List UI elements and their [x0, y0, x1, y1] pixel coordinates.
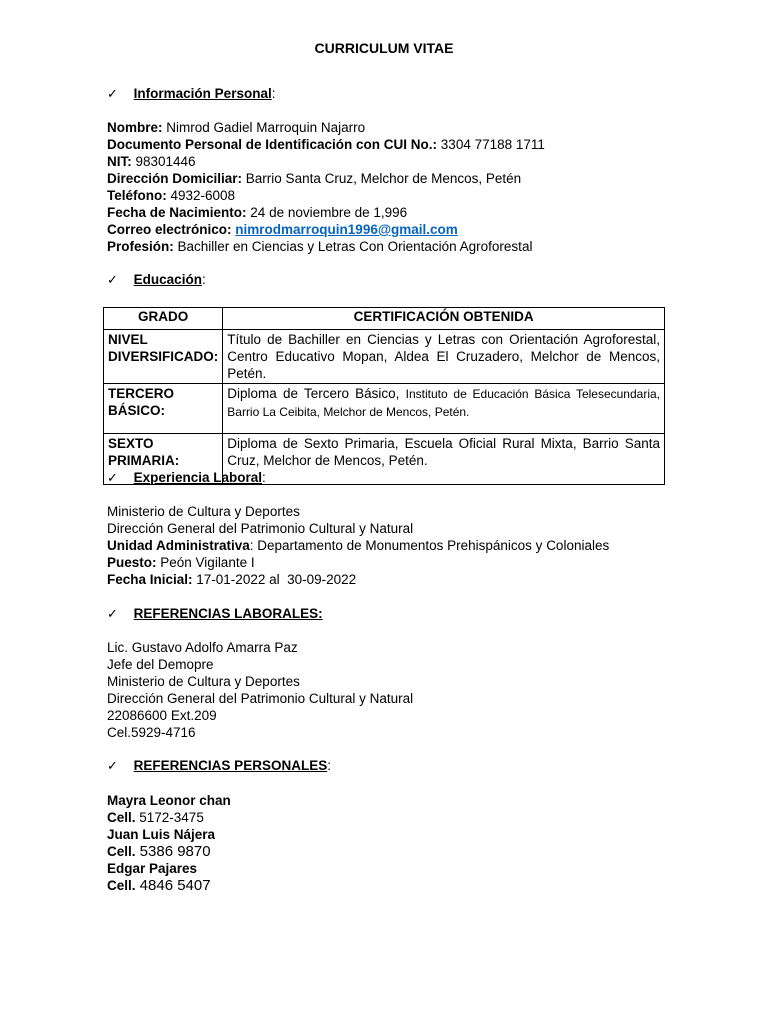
colon: : [201, 272, 206, 287]
section-education [107, 271, 206, 288]
check-icon: ✓ [107, 606, 118, 621]
ref-name-text: Mayra Leonor chan [107, 793, 231, 808]
certification-cell [223, 434, 665, 485]
cui-line [107, 136, 707, 153]
start-line [107, 571, 707, 588]
colon: : [271, 86, 276, 101]
certification-text: Diploma de Sexto Primaria, Escuela Oficial Rural Mixta, Barrio Santa Cruz, Melchor de Mencos, Petén. [227, 436, 660, 468]
certification-cell [223, 330, 665, 384]
address-line [107, 170, 707, 187]
unit-label: Unidad Administrativa [107, 538, 250, 553]
grade-cell: NIVEL DIVERSIFICADO: [104, 330, 223, 384]
phone-value: 4932-6008 [166, 188, 236, 203]
section-heading-education: Educación [133, 272, 202, 287]
post-line [107, 554, 707, 571]
ref-name-text: Juan Luis Nájera [107, 827, 216, 842]
list-item: Dirección General del Patrimonio Cultural y Natural [107, 691, 414, 706]
document-title: CURRICULUM VITAE [314, 40, 454, 56]
profession-label: Profesión: [107, 239, 174, 254]
table-row [104, 384, 665, 434]
section-work-refs [107, 605, 323, 622]
cell-value: 5386 9870 [135, 843, 211, 860]
ref-name [107, 860, 707, 877]
email-line [107, 221, 707, 238]
birth-label: Fecha de Nacimiento: [107, 205, 247, 220]
post-value: Peón Vigilante I [156, 555, 255, 570]
address-value: Barrio Santa Cruz, Melchor de Mencos, Petén [242, 171, 522, 186]
list-item: Jefe del Demopre [107, 657, 214, 672]
table-header-row [104, 308, 665, 330]
ref-cell [107, 809, 707, 826]
personal-info [107, 119, 707, 255]
birth-line [107, 204, 707, 221]
section-heading-personal-refs: REFERENCIAS PERSONALES [133, 758, 328, 773]
section-heading-experience: Experiencia Laboral [133, 470, 262, 485]
check-icon: ✓ [107, 758, 118, 773]
profession-value: Bachiller en Ciencias y Letras Con Orientación Agroforestal [173, 239, 533, 254]
name-line [107, 119, 707, 136]
work-refs-list [107, 639, 707, 741]
column-header-certification: CERTIFICACIÓN OBTENIDA [223, 308, 665, 330]
column-header-grade: GRADO [104, 308, 223, 330]
ref-cell [107, 877, 707, 894]
nit-line [107, 153, 707, 170]
ref-name-text: Edgar Pajares [107, 861, 198, 876]
table-row [104, 330, 665, 384]
list-item: Ministerio de Cultura y Deportes [107, 674, 300, 689]
list-item: Cel.5929-4716 [107, 725, 196, 740]
grade-cell: TERCERO BÁSICO: [104, 384, 223, 434]
check-icon: ✓ [107, 470, 118, 485]
cell-value: 5172-3475 [135, 810, 204, 825]
experience-info [107, 503, 707, 588]
list-item: Lic. Gustavo Adolfo Amarra Paz [107, 640, 298, 655]
colon: : [261, 470, 266, 485]
certification-cell [223, 384, 665, 434]
unit-line [107, 537, 707, 554]
cui-value: 3304 77188 1711 [437, 137, 545, 152]
section-personal [107, 85, 275, 102]
name-label: Nombre: [107, 120, 163, 135]
nit-value: 98301446 [131, 154, 196, 169]
email-link[interactable]: nimrodmarroquin1996@gmail.com [235, 222, 458, 237]
certification-text: Diploma de Tercero Básico, [227, 386, 406, 401]
birth-value: 24 de noviembre de 1,996 [246, 205, 408, 220]
education-table [103, 307, 665, 485]
section-heading-work-refs: REFERENCIAS LABORALES: [133, 606, 323, 621]
email-label: Correo electrónico: [107, 222, 232, 237]
cell-label: Cell. [107, 844, 136, 859]
nit-label: NIT: [107, 154, 132, 169]
ref-cell [107, 843, 707, 860]
cui-label: Documento Personal de Identificación con CUI No.: [107, 137, 438, 152]
cell-value: 4846 5407 [135, 877, 211, 894]
phone-line [107, 187, 707, 204]
colon: : [327, 758, 331, 773]
section-experience [107, 469, 266, 486]
check-icon: ✓ [107, 86, 118, 101]
grade-cell: SEXTO PRIMARIA: [104, 434, 223, 485]
start-value: 17-01-2022 al 30-09-2022 [192, 572, 357, 587]
personal-refs-list [107, 792, 707, 894]
section-heading-personal: Información Personal [133, 86, 272, 101]
start-label: Fecha Inicial: [107, 572, 193, 587]
certification-text: Título de Bachiller en Ciencias y Letras con Orientación Agroforestal, Centro Educativo Mopan, Aldea El Cruzadero, Melchor de Mencos, Petén. [227, 332, 660, 381]
certification-text-small: Instituto de Educación Básica Telesecundaria, Barrio La Ceibita, Melchor de Mencos, Petén. [227, 387, 660, 419]
cell-label: Cell. [107, 878, 136, 893]
section-personal-refs [107, 757, 331, 774]
profession-line [107, 238, 707, 255]
phone-label: Teléfono: [107, 188, 167, 203]
address-label: Dirección Domiciliar: [107, 171, 243, 186]
post-label: Puesto: [107, 555, 157, 570]
experience-org: Ministerio de Cultura y Deportes [107, 504, 300, 519]
name-value: Nimrod Gadiel Marroquin Najarro [162, 120, 366, 135]
check-icon: ✓ [107, 272, 118, 287]
cell-label: Cell. [107, 810, 136, 825]
ref-name [107, 792, 707, 809]
unit-value: : Departamento de Monumentos Prehispánicos y Coloniales [249, 538, 610, 553]
list-item: 22086600 Ext.209 [107, 708, 217, 723]
ref-name [107, 826, 707, 843]
experience-dept: Dirección General del Patrimonio Cultural y Natural [107, 521, 414, 536]
